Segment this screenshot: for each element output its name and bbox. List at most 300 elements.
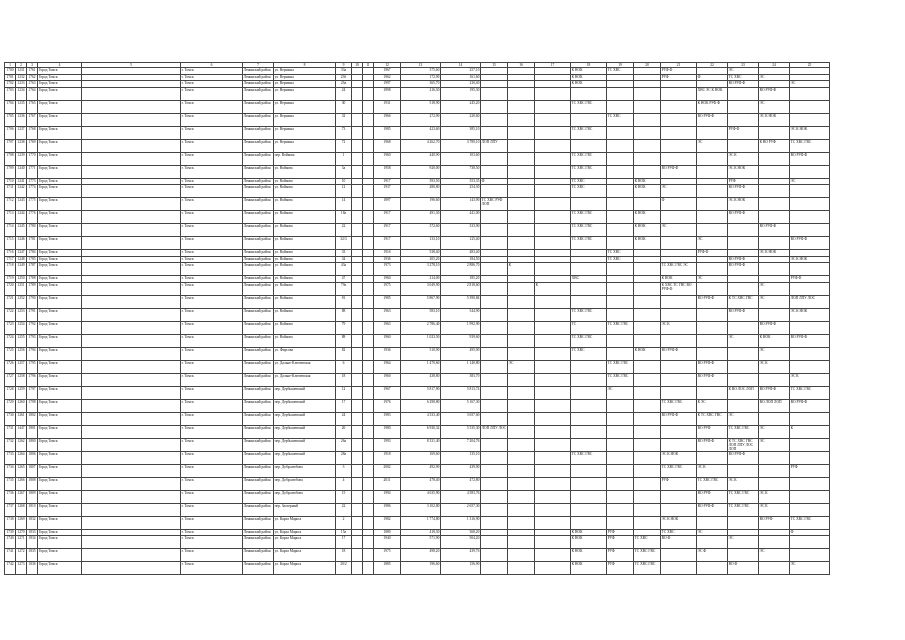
table-cell-col-25 [790, 321, 830, 334]
table-cell-col-25: ЭС [790, 178, 830, 185]
table-cell-col-15 [481, 224, 508, 237]
table-cell-col-14: 5 390,84 [441, 295, 481, 308]
table-cell-col-15 [481, 490, 508, 503]
table-cell-col-12: 1917 [374, 237, 401, 250]
table-cell-col-14: 7 204,76 [441, 438, 481, 451]
table-cell-col-24: ЭС [759, 282, 790, 295]
table-cell-col-11 [363, 198, 374, 211]
table-cell-col-19 [607, 211, 634, 224]
column-number: 15 [481, 63, 508, 68]
table-cell-col-9: 22 [336, 224, 352, 237]
table-cell-col-8: пер. Дербышевский [274, 412, 336, 425]
table-cell-col-8: пер. Заозерный [274, 503, 336, 516]
table-cell-col-3: 1761 [28, 68, 36, 72]
table-cell-col-17 [535, 211, 571, 224]
table-cell-col-14: 257,10 [441, 68, 481, 75]
table-cell-col-6: г. Томск [181, 399, 243, 412]
table-cell-col-21 [661, 100, 697, 113]
table-cell-col-12: 1918 [374, 451, 401, 464]
table-cell-col-11 [363, 347, 374, 360]
table-cell-col-25: ТС ХВС ГВС [790, 516, 830, 529]
table-cell-col-23: ЭС [728, 412, 759, 425]
table-cell-col-9: 47 [336, 276, 352, 283]
table-cell-col-8: ул. Войкова [274, 250, 336, 257]
table-cell-col-8: пер. Войкова [274, 152, 336, 165]
table-cell-col-7: Ленинский район [243, 152, 274, 165]
table-cell-col-17 [535, 87, 571, 100]
table-cell-col-4: Город Томск [38, 516, 82, 529]
table-cell-col-16 [508, 165, 535, 178]
table-cell-col-8: ул. Войкова [274, 282, 336, 295]
table-cell-col-15 [481, 126, 508, 139]
table-cell-col-11 [363, 263, 374, 276]
table-cell-col-7: Ленинский район [243, 165, 274, 178]
table-cell-col-6: г. Томск [181, 425, 243, 438]
table-cell-col-13: 6 930,32 [401, 425, 441, 438]
table-cell-col-4: Город Томск [38, 347, 82, 360]
column-number: 24 [759, 63, 790, 68]
table-cell-col-16 [508, 399, 535, 412]
table-cell-col-23 [728, 100, 759, 113]
table-cell-col-9: 24 [336, 412, 352, 425]
table-cell-col-5 [82, 399, 181, 412]
column-number: 5 [82, 63, 181, 68]
table-cell-col-21 [661, 373, 697, 386]
table-cell-col-9: 26 [336, 425, 352, 438]
table-cell-col-10 [352, 334, 363, 347]
table-cell-col-11 [363, 536, 374, 549]
table-cell-col-1: 1711 [5, 185, 16, 198]
table-cell-col-13: 3 278,10 [401, 263, 441, 276]
table-cell-col-10 [352, 373, 363, 386]
table-cell-col-23: ВО Ф [728, 562, 759, 575]
table-cell-col-13: 4 635,90 [401, 490, 441, 503]
table-cell-col-7: Ленинский район [243, 178, 274, 185]
table-cell-col-1: 1707 [5, 139, 16, 152]
table-cell-col-8: ул. Вершина [274, 68, 336, 75]
table-cell-col-9: 6 [336, 360, 352, 373]
table-cell-col-21 [661, 237, 697, 250]
table-cell-col-15 [481, 373, 508, 386]
table-cell-col-13: 205,20 [401, 256, 441, 263]
table-cell-col-21 [661, 503, 697, 516]
table-cell-col-13: 3 049,90 [401, 282, 441, 295]
table-cell-col-19 [607, 185, 634, 198]
table-cell-col-1: 1709 [5, 165, 16, 178]
table-cell-col-12: 1960 [374, 334, 401, 347]
table-cell-col-9: 17 [336, 536, 352, 549]
table-row [5, 425, 830, 438]
table-cell-col-25: ЭС К НОК [790, 256, 830, 263]
table-cell-col-12: 1897 [374, 198, 401, 211]
table-cell-col-9: 43а [336, 263, 352, 276]
table-cell-col-13: 196,60 [401, 198, 441, 211]
table-cell-col-20 [634, 503, 661, 516]
table-cell-col-9: 2 [336, 516, 352, 529]
table-cell-col-15 [481, 185, 508, 198]
table-cell-col-18 [571, 386, 607, 399]
table-cell-col-24: ВО ЛОП ЛОП [759, 399, 790, 412]
table-cell-col-12: 1980 [374, 425, 401, 438]
table-cell-col-25: ВО РУФ Ф [790, 237, 830, 250]
table-cell-col-14: 4 583,76 [441, 490, 481, 503]
table-cell-col-1: 1730 [5, 412, 16, 425]
table-row [5, 490, 830, 503]
table-cell-col-1: 1734 [5, 464, 16, 477]
table-cell-col-7: Ленинский район [243, 81, 274, 88]
table-cell-col-18: ТС ХВС ГВС [571, 237, 607, 250]
table-cell-col-19 [607, 438, 634, 451]
table-cell-col-14: 161,60 [441, 74, 481, 81]
table-cell-col-24: ВО РУФ [759, 516, 790, 529]
table-cell-col-6: г. Томск [181, 74, 243, 81]
table-cell-col-14: 103,60 [441, 152, 481, 165]
table-cell-col-14: 156,90 [441, 562, 481, 575]
table-cell-col-12: 1885 [374, 562, 401, 575]
table-cell-col-8: ул. Войкова [274, 185, 336, 198]
table-cell-col-6: г. Томск [181, 464, 243, 477]
table-cell-col-15 [481, 438, 508, 451]
table-cell-col-3: 1774 [27, 185, 38, 198]
table-cell-col-6: г. Томск [181, 185, 243, 198]
table-cell-col-19 [607, 100, 634, 113]
table-cell-col-14: 2 657,30 [441, 503, 481, 516]
table-cell-col-9: 12 [336, 386, 352, 399]
table-cell-col-4: Город Томск [38, 529, 82, 536]
table-cell-col-21: К ХВС ТС ГВС ВО РУФ Ф [661, 282, 697, 295]
table-cell-col-14: 195,30 [441, 87, 481, 100]
table-cell-col-25 [790, 87, 830, 100]
table-cell-col-4: Город Томск [38, 100, 82, 113]
table-cell-col-9: 79а [336, 282, 352, 295]
table-cell-col-21 [661, 87, 697, 100]
table-cell-col-4: Город Томск [38, 237, 82, 250]
table-cell-col-10 [352, 237, 363, 250]
table-row [5, 113, 830, 126]
table-cell-col-12: 1936 [374, 347, 401, 360]
table-cell-col-20 [634, 477, 661, 490]
table-cell-col-16 [508, 126, 535, 139]
table-cell-col-8: пер. Дербышевский [274, 399, 336, 412]
table-cell-col-11 [363, 438, 374, 451]
table-row [5, 438, 830, 451]
table-cell-col-20: К НОК [634, 211, 661, 224]
table-row [5, 386, 830, 399]
table-cell-col-2: 1267 [16, 490, 27, 503]
table-cell-col-25 [790, 549, 830, 562]
table-cell-col-6: г. Томск [181, 321, 243, 334]
table-cell-col-24: ЭС К НОК [759, 250, 790, 257]
table-cell-col-17 [535, 295, 571, 308]
column-number: 12 [374, 63, 401, 68]
table-cell-col-1: 1738 [5, 516, 16, 529]
table-cell-col-10 [352, 263, 363, 276]
table-cell-col-16 [508, 211, 535, 224]
table-cell-col-17 [535, 477, 571, 490]
table-cell-col-7: Ленинский район [243, 211, 274, 224]
table-cell-col-8: пер. Добролюбова [274, 490, 336, 503]
table-cell-col-18: ТС ХВС ГВС [571, 451, 607, 464]
table-cell-col-21 [661, 308, 697, 321]
table-cell-col-1: 1717 [6, 256, 14, 261]
table-cell-col-21: ЭС [661, 185, 697, 198]
table-cell-col-5 [82, 412, 181, 425]
table-cell-col-21 [661, 425, 697, 438]
table-cell-col-20: ТС ХВС ГВС [634, 562, 661, 575]
table-cell-col-3: 1763 [28, 81, 36, 85]
table-cell-col-7: Ленинский район [243, 113, 274, 126]
table-cell-col-3: 1810 [27, 503, 38, 516]
table-cell-col-23: ВО РУФ Ф [728, 211, 759, 224]
table-cell-col-6: г. Томск [181, 81, 243, 88]
table-cell-col-2: 1247 [17, 250, 25, 254]
table-cell-col-17 [535, 185, 571, 198]
table-cell-col-23 [728, 360, 759, 373]
table-cell-col-22 [697, 536, 728, 549]
table-cell-col-21 [661, 549, 697, 562]
table-cell-col-18: К НОК [571, 549, 607, 562]
table-cell-col-3: 1806 [27, 451, 38, 464]
table-cell-col-12: 1964 [374, 360, 401, 373]
table-cell-col-19 [607, 334, 634, 347]
table-cell-col-14: 5 535,30 [441, 425, 481, 438]
table-cell-col-8: ул. Дальне-Ключевская [274, 360, 336, 373]
table-cell-col-17 [535, 126, 571, 139]
table-cell-col-10 [352, 126, 363, 139]
table-cell-col-21 [661, 438, 697, 451]
table-cell-col-1: 1715 [5, 237, 16, 250]
table-cell-col-15 [481, 308, 508, 321]
table-cell-col-15 [481, 386, 508, 399]
table-cell-col-3: 1798 [27, 399, 38, 412]
table-cell-col-11 [363, 373, 374, 386]
table-cell-col-11 [363, 100, 374, 113]
table-cell-col-24 [759, 185, 790, 198]
table-cell-col-22: ЭС [697, 276, 728, 283]
table-cell-col-21: ТС ХВС ГВС [661, 399, 697, 412]
table-cell-col-12: 1960 [374, 373, 401, 386]
table-cell-col-18: ТС ХВС [571, 178, 607, 185]
table-cell-col-5 [82, 438, 181, 451]
table-cell-col-14: 254,30 [441, 185, 481, 198]
table-cell-col-5 [82, 464, 181, 477]
table-row [5, 334, 830, 347]
column-number: 22 [697, 63, 728, 68]
table-cell-col-6: г. Томск [181, 562, 243, 575]
table-cell-col-20 [634, 373, 661, 386]
table-cell-col-9: 4 [336, 477, 352, 490]
table-row [5, 237, 830, 250]
table-cell-col-12: 1968 [374, 139, 401, 152]
table-cell-col-7: Ленинский район [243, 126, 274, 139]
table-cell-col-2: 1242 [16, 185, 27, 198]
table-cell-col-16 [508, 321, 535, 334]
table-cell-col-20 [634, 308, 661, 321]
table-cell-col-20 [634, 100, 661, 113]
table-cell-col-22 [697, 451, 728, 464]
table-cell-col-21 [661, 562, 697, 575]
table-cell-col-8: ул. Карла Маркса [274, 516, 336, 529]
table-cell-col-17 [535, 308, 571, 321]
table-cell-col-6: г. Томск [181, 536, 243, 549]
table-cell-col-4: Город Томск [38, 451, 82, 464]
table-cell-col-10 [352, 113, 363, 126]
table-cell-col-10 [352, 438, 363, 451]
table-cell-col-1: 1723 [5, 321, 16, 334]
table-cell-col-25: ЭС К НОК [790, 126, 830, 139]
table-row [5, 211, 830, 224]
table-cell-col-20: К НОК [634, 185, 661, 198]
table-cell-col-8: ул. Вершина [274, 100, 336, 113]
table-cell-col-19: ЭС [607, 386, 634, 399]
table-cell-col-5 [82, 113, 181, 126]
table-cell-col-20 [634, 386, 661, 399]
table-cell-col-11 [363, 516, 374, 529]
table-cell-col-8: ул. Войкова [274, 308, 336, 321]
table-cell-col-8: ул. Войкова [274, 321, 336, 334]
table-cell-col-12: 1931 [374, 100, 401, 113]
table-cell-col-1: 1716 [6, 250, 14, 254]
table-cell-col-10 [352, 503, 363, 516]
table-cell-col-17 [535, 412, 571, 425]
table-cell-col-19: РУФ [607, 536, 634, 549]
table-cell-col-4: Город Томск [38, 477, 82, 490]
table-cell-col-3: 1788 [28, 276, 36, 280]
table-row [5, 536, 830, 549]
table-cell-col-2: 1234 [16, 87, 27, 100]
table-cell-col-25 [790, 412, 830, 425]
table-cell-col-21 [661, 126, 697, 139]
table-cell-col-24 [759, 165, 790, 178]
table-cell-col-16 [508, 490, 535, 503]
table-cell-col-5 [82, 152, 181, 165]
table-cell-col-21 [661, 113, 697, 126]
table-cell-col-25 [790, 282, 830, 295]
table-cell-col-11 [363, 308, 374, 321]
table-cell-col-25: ТС ХВС ГВС [790, 139, 830, 152]
table-cell-col-20 [634, 198, 661, 211]
table-cell-col-10 [352, 549, 363, 562]
table-cell-col-13: 5 867,90 [401, 295, 441, 308]
table-row [5, 152, 830, 165]
table-cell-col-3: 1762 [28, 74, 36, 79]
table-cell-col-14: 2 818,60 [441, 282, 481, 295]
table-cell-col-15 [481, 503, 508, 516]
table-cell-col-22: ВО РУФ Ф [697, 438, 728, 451]
table-cell-col-13: 4 333,40 [401, 412, 441, 425]
table-cell-col-22 [697, 198, 728, 211]
table-cell-col-17 [535, 360, 571, 373]
table-cell-col-25: ЭС [790, 81, 830, 88]
table-cell-col-14: 483,40 [441, 250, 481, 257]
table-cell-col-14: 1 140,80 [441, 360, 481, 373]
table-cell-col-15 [481, 477, 508, 490]
table-cell-col-7: Ленинский район [243, 347, 274, 360]
table-cell-col-22: ВО РУФ Ф [697, 360, 728, 373]
table-cell-col-13: 478,40 [401, 477, 441, 490]
table-cell-col-3: 1764 [27, 87, 38, 100]
table-cell-col-2: 1271 [16, 536, 27, 549]
table-cell-col-9: 33 [336, 250, 352, 257]
table-cell-col-16 [508, 562, 535, 575]
table-cell-col-22 [697, 334, 728, 347]
table-cell-col-5 [82, 425, 181, 438]
table-cell-col-19: РУФ [607, 549, 634, 562]
table-cell-col-4: Город Томск [38, 139, 82, 152]
table-cell-col-1: 1725 [5, 347, 16, 360]
table-cell-col-17 [535, 438, 571, 451]
table-cell-col-24 [759, 536, 790, 549]
table-cell-col-13: 418,30 [401, 529, 441, 536]
table-cell-col-7: Ленинский район [243, 308, 274, 321]
table-cell-col-16 [508, 308, 535, 321]
table-cell-col-12: 1898 [374, 87, 401, 100]
table-cell-col-1: 1724 [5, 334, 16, 347]
table-cell-col-4: Город Томск [38, 152, 82, 165]
table-cell-col-19 [607, 464, 634, 477]
table-cell-col-13: 4 262,70 [401, 139, 441, 152]
table-cell-col-6: г. Томск [181, 126, 243, 139]
table-cell-col-13: 196,60 [401, 562, 441, 575]
table-cell-col-12: 1993 [374, 438, 401, 451]
table-cell-col-13: 1 470,60 [401, 360, 441, 373]
table-cell-col-1: 1729 [5, 399, 16, 412]
column-number: 7 [243, 63, 274, 68]
table-cell-col-5 [82, 100, 181, 113]
table-cell-col-17 [535, 347, 571, 360]
table-cell-col-23: ЭС К [728, 477, 759, 490]
table-cell-col-15 [481, 282, 508, 295]
table-cell-col-24: ЭС К [759, 490, 790, 503]
table-cell-col-19 [607, 490, 634, 503]
table-cell-col-22: ТС ХВС ГВС [697, 477, 728, 490]
table-cell-col-10 [352, 100, 363, 113]
table-cell-col-4: Город Томск [38, 386, 82, 399]
table-cell-col-6: г. Томск [181, 451, 243, 464]
column-number: 4 [38, 63, 82, 68]
table-cell-col-14: 245,20 [441, 100, 481, 113]
table-cell-col-18: ТС ХВС [571, 347, 607, 360]
column-number: 25 [790, 63, 830, 68]
table-cell-col-7: Ленинский район [243, 360, 274, 373]
table-cell-col-20 [634, 360, 661, 373]
table-cell-col-25: ТС ХВС ГВС [790, 386, 830, 399]
table-cell-col-4: Город Томск [38, 399, 82, 412]
table-cell-col-15 [481, 152, 508, 165]
table-cell-col-11 [363, 562, 374, 575]
table-cell-col-3: 1781 [27, 237, 38, 250]
table-row [5, 224, 830, 237]
table-cell-col-14: 439,90 [441, 464, 481, 477]
table-cell-col-23 [728, 139, 759, 152]
table-cell-col-16 [508, 100, 535, 113]
column-number: 8 [274, 63, 336, 68]
table-cell-col-3: 1787 [27, 263, 38, 276]
table-cell-col-25 [790, 113, 830, 126]
table-cell-col-9: 33а [336, 68, 352, 75]
table-cell-col-22 [697, 386, 728, 399]
table-cell-col-15 [481, 263, 508, 276]
table-cell-col-7: Ленинский район [243, 139, 274, 152]
table-cell-col-19: ТС ХВС ГВС [607, 360, 634, 373]
table-cell-col-3: 1768 [27, 126, 38, 139]
table-cell-col-9: 3а [336, 165, 352, 178]
table-cell-col-6: г. Томск [181, 412, 243, 425]
table-cell-col-4: Город Томск [38, 438, 82, 451]
table-cell-col-21: РУФ [661, 74, 697, 81]
table-cell-col-20 [634, 321, 661, 334]
table-cell-col-9: 72 [336, 139, 352, 152]
